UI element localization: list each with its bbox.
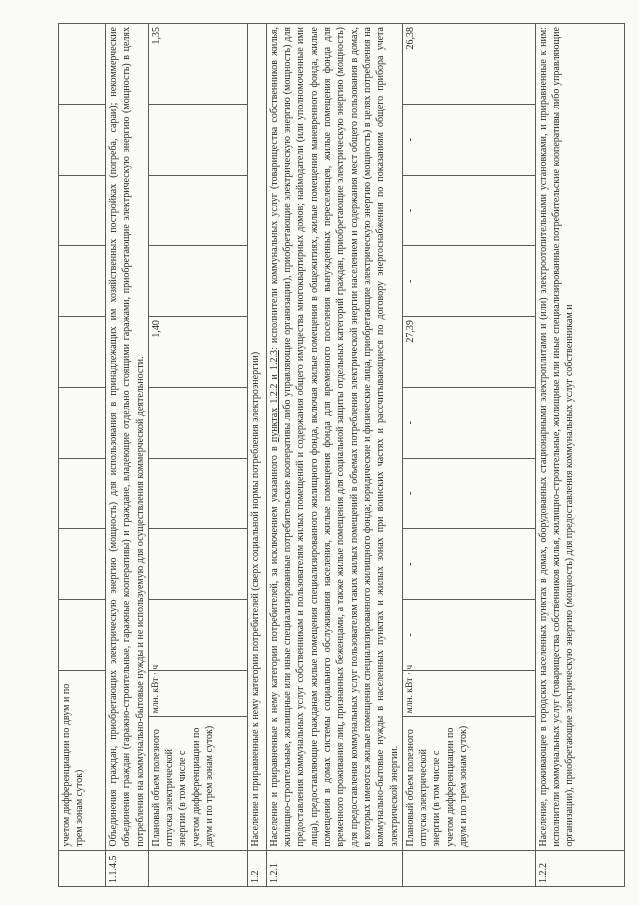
table-row — [247, 24, 266, 887]
row-number: 1.2 — [247, 850, 266, 886]
value-cell: 1,35 — [148, 24, 247, 105]
table-row — [106, 24, 149, 887]
desc-text-before: Население и приравненные к нему категории потребителей, за исключением указанного в — [268, 442, 280, 847]
value-cell: - — [402, 458, 535, 529]
tariff-table — [58, 23, 625, 887]
value-cell: - — [402, 600, 535, 671]
value-cell — [148, 246, 247, 317]
value-cell: - — [402, 387, 535, 458]
table-row — [148, 24, 247, 887]
row-description: Плановый объем полезного отпуска электрической энергии (в том числе с учетом дифференциации по двум и по трем зонам суток) — [402, 717, 535, 850]
value-cell: - — [402, 246, 535, 317]
value-cell: - — [402, 529, 535, 600]
desc-text-after: : исполнители коммунальных услуг (товарищества собственников жилья, жилищно-строительные, жилищные или иные специализированные потребительские кооперативы либо управляющие организации), приобретающие электрическую энергию (мощность) для предоставления коммунальных услуг собственникам и пользователям жилых помещений и содержания общего имущества многоквартирных домов; наймодатели (или уполномоченные ими лица), предоставляющие гражданам жилые помещения специализированного жилищного фонда, включая жилые помещения в общежитиях, жилые помещения маневренного фонда, жилые помещения в домах системы социального обслуживания населения, жилые помещения фонда для временного поселения вынужденных переселенцев, жилые помещения фонда для временного проживания лиц, признанных беженцами, а также жилые помещения для социальной защиты отдельных категорий граждан, приобретающие электрическую энергию (мощность) для предоставления коммунальных услуг пользователям таких жилых помещений в объемах потребления электрической энергии населением и содержания мест общего пользования в домах, в которых имеются жилые помещения специализированного жилищного фонда; юридические и физические лица, приобретающие электрическую энергию (мощность) в целях потребления на коммунально-бытовые нужды в населенных пунктах и жилых зонах при воинских частях и рассчитывающиеся по договору энергоснабжения по показаниям общего прибора учета электрической энергии. — [268, 27, 400, 847]
unit-cell: млн. кВт · ч — [148, 670, 247, 716]
table-row — [266, 24, 402, 887]
row-number — [402, 850, 535, 886]
row-number: 1.2.1 — [266, 850, 402, 886]
row-description: Население, проживающее в городских населенных пунктах в домах, оборудованных стационарными электроплитами и (или) электроотопительными установками, и приравненные к ним: исполнители коммунальных услуг (товарищества собственников жилья, жилищно-строительные, жилищные или иные специализированные потребительские кооперативы либо управляющие организации), приобретающие электрическую энергию (мощность) для предоставления коммунальных услуг собственникам и — [535, 24, 624, 851]
row-description: Объединения граждан, приобретающих электрическую энергию (мощность) для использования в принадлежащих им хозяйственных постройках (погреба, сараи); некоммерческие объединения граждан (гаражно-строительные, гаражные кооперативы) и граждане, владеющие отдельно стоящими гаражами, приобретающие электрическую энергию (мощность) в целях потребления на коммунально-бытовые нужды и не используемую для осуществления коммерческой деятельности. — [106, 24, 149, 851]
row-description: учетом дифференциации по двум и по трем зонам суток) — [59, 670, 106, 850]
value-cell: 27,39 — [402, 317, 535, 388]
value-cell: 26,38 — [402, 24, 535, 105]
table-row — [402, 24, 535, 887]
table-row — [59, 24, 106, 887]
value-cell: 1,40 — [148, 317, 247, 388]
row-number: 1.2.2 — [535, 850, 624, 886]
row-description: Население и приравненные к нему категории потребителей (сверх социальной нормы потребления электроэнергии) — [247, 24, 266, 851]
value-cell — [148, 387, 247, 458]
value-cell — [148, 600, 247, 671]
unit-cell: млн. кВт · ч — [402, 670, 535, 716]
table-row — [535, 24, 624, 887]
value-cell — [148, 458, 247, 529]
value-cell — [148, 529, 247, 600]
row-number — [59, 850, 106, 886]
value-cell: - — [402, 104, 535, 175]
row-number: 1.1.4.5 — [106, 850, 149, 886]
row-description: Плановый объем полезного отпуска электрической энергии (в том числе с учетом дифференциации по двум и по трем зонам суток) — [148, 717, 247, 850]
value-cell — [148, 175, 247, 246]
reference-link[interactable]: пунктах 1.2.2 и 1.2.3 — [268, 350, 280, 443]
value-cell: - — [402, 175, 535, 246]
row-description — [266, 24, 402, 851]
value-cell — [148, 104, 247, 175]
row-number — [148, 850, 247, 886]
